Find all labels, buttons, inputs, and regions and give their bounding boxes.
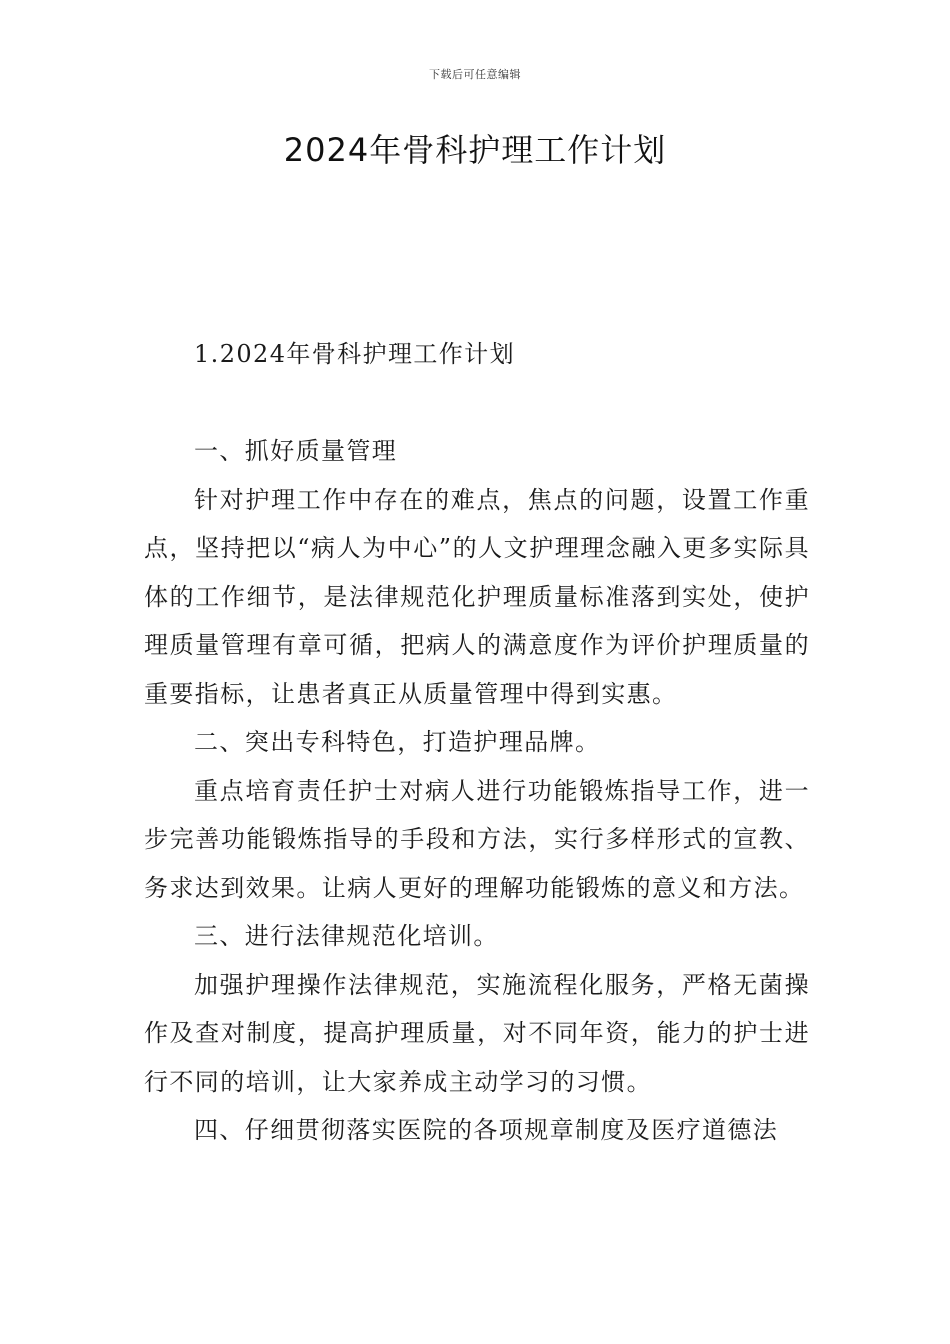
heading-legal-training: 三、进行法律规范化培训。 [194,922,499,950]
paragraph-quality-management: 针对护理工作中存在的难点，焦点的问题，设置工作重点，坚持把以“病人为中心”的人文护理理念融入更多实际具体的工作细节，是法律规范化护理质量标准落到实处，使护理质量管理有章可循，把病人的满意度作为评价护理质量的重要指标，让患者真正从质量管理中得到实惠。 [144,485,810,708]
document-title: 2024年骨科护理工作计划 [283,131,667,169]
document-body [144,427,810,1155]
heading-regulations: 四、仔细贯彻落实医院的各项规章制度及医疗道德法 [194,1116,779,1144]
header-note: 下载后可任意编辑 [429,68,521,81]
paragraph-legal-training: 加强护理操作法律规范，实施流程化服务，严格无菌操作及查对制度，提高护理质量，对不同年资，能力的护士进行不同的培训，让大家养成主动学习的习惯。 [144,970,810,1096]
paragraph-specialty-features: 重点培育责任护士对病人进行功能锻炼指导工作，进一步完善功能锻炼指导的手段和方法，实行多样形式的宣教、务求达到效果。让病人更好的理解功能锻炼的意义和方法。 [144,776,810,902]
section-heading: 1.2024年骨科护理工作计划 [194,340,515,368]
heading-quality-management: 一、抓好质量管理 [194,437,398,465]
heading-specialty-features: 二、突出专科特色，打造护理品牌。 [194,728,601,756]
